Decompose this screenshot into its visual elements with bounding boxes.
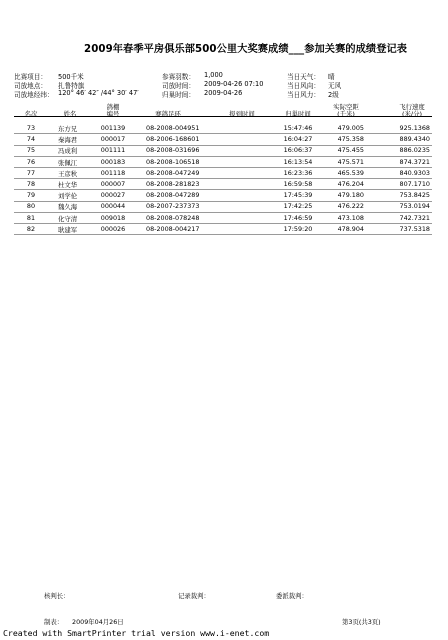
meta-value: 2009-04-26 07:10	[204, 80, 264, 88]
cell-arrival-time: 16:59:58	[283, 180, 313, 188]
checker-label: 核判长：	[44, 592, 70, 600]
header-arrival-time: 归巢时间	[285, 110, 311, 118]
meta-label: 比赛项目：	[14, 73, 47, 81]
meta-value: 1,000	[204, 71, 223, 79]
cell-ring: 08-2008-004951	[146, 124, 200, 132]
cell-ring: 08-2006-168601	[146, 135, 200, 144]
cell-loft-number: 000027	[100, 191, 126, 200]
cell-ring: 08-2007-237373	[146, 202, 200, 211]
page-title: 2009年春季平房俱乐部500公里大奖赛成绩___参加关赛的成绩登记表	[84, 44, 408, 55]
cell-speed: 742.7321	[399, 213, 430, 222]
cell-name: 张佩江	[58, 158, 78, 167]
cell-loft-number: 001139	[100, 124, 126, 132]
cell-loft-number: 000026	[100, 224, 126, 233]
cell-ring: 08-2008-281823	[146, 180, 200, 188]
cell-loft-number: 000044	[100, 202, 126, 211]
cell-name: 杜文华	[58, 181, 78, 189]
cell-speed: 925.1368	[399, 124, 430, 132]
header-loft-number: 鸽棚 编号	[106, 103, 120, 118]
meta-value: 2009-04-26	[204, 89, 243, 97]
meta-label: 当日天气：	[287, 73, 320, 81]
cell-name: 东方兄	[58, 125, 78, 133]
made-by-label: 制表：	[44, 618, 64, 626]
cell-loft-number: 000183	[100, 157, 126, 166]
cell-rank: 77	[26, 168, 36, 177]
cell-name: 化守清	[58, 214, 78, 223]
cell-arrival-time: 16:04:27	[283, 135, 313, 144]
meta-label: 司放时间：	[162, 82, 195, 90]
meta-label: 归巢时间：	[162, 91, 195, 99]
cell-ring: 08-2008-078248	[146, 213, 200, 222]
cell-rank: 79	[26, 191, 36, 200]
cell-speed: 874.3721	[399, 157, 430, 166]
cell-rank: 78	[26, 180, 36, 188]
header-distance: 实际空距 (千米)	[333, 103, 359, 118]
cell-arrival-time: 16:06:37	[283, 146, 313, 155]
made-date: 2009年04月26日	[72, 618, 124, 626]
cell-distance: 465.539	[337, 168, 364, 177]
cell-loft-number: 000017	[100, 135, 126, 144]
cell-arrival-time: 17:46:59	[283, 213, 313, 222]
cell-rank: 75	[26, 146, 36, 155]
meta-label: 司放地点：	[14, 82, 47, 90]
meta-label: 参赛羽数：	[162, 73, 195, 81]
cell-speed: 737.5318	[399, 224, 430, 233]
header-rank: 名次	[24, 110, 38, 118]
meta-value: 扎鲁特旗	[58, 82, 85, 90]
cell-distance: 476.222	[337, 202, 364, 211]
cell-speed: 753.8425	[399, 191, 430, 200]
cell-distance: 475.455	[337, 146, 364, 155]
cell-arrival-time: 16:13:54	[283, 157, 313, 166]
cell-ring: 08-2008-106518	[146, 157, 200, 166]
cell-arrival-time: 17:59:20	[283, 224, 313, 233]
cell-distance: 475.358	[337, 135, 364, 144]
cell-arrival-time: 17:42:25	[283, 202, 313, 211]
cell-speed: 889.4340	[399, 135, 430, 144]
recorder-label: 记录裁判：	[178, 592, 210, 600]
cell-ring: 08-2008-047249	[146, 168, 200, 177]
meta-value: 120° 46′ 42″ /44° 30′ 47′	[58, 89, 139, 97]
cell-name: 王彦秋	[58, 169, 78, 178]
header-name: 姓名	[63, 110, 77, 118]
cell-arrival-time: 16:23:36	[283, 168, 313, 177]
meta-value: 500千米	[58, 73, 84, 81]
cell-rank: 80	[26, 202, 36, 211]
cell-speed: 807.1710	[399, 180, 430, 188]
cell-speed: 840.9303	[399, 168, 430, 177]
cell-ring: 08-2008-004217	[146, 224, 200, 233]
page-number: 第3页(共3页)	[342, 618, 381, 626]
cell-distance: 479.005	[337, 124, 364, 132]
cell-rank: 76	[26, 157, 36, 166]
meta-label: 当日风力：	[287, 91, 320, 99]
meta-value: 无风	[328, 82, 342, 90]
meta-value: 2级	[328, 91, 339, 99]
watermark-text: Created with SmartPrinter trial version www.i-enet.com	[3, 628, 270, 638]
cell-distance: 476.204	[337, 180, 364, 188]
dispatcher-label: 委派裁判：	[276, 592, 308, 600]
meta-label: 当日风向：	[287, 82, 320, 90]
cell-rank: 74	[26, 135, 36, 144]
meta-value: 晴	[328, 73, 335, 81]
cell-distance: 475.571	[337, 157, 364, 166]
cell-speed: 753.0194	[399, 202, 430, 211]
cell-name: 刘学伦	[58, 192, 78, 201]
cell-arrival-time: 15:47:46	[283, 124, 313, 132]
cell-distance: 478.904	[337, 224, 364, 233]
cell-loft-number: 001111	[100, 146, 126, 155]
cell-loft-number: 000007	[100, 180, 126, 188]
row-divider	[14, 234, 432, 235]
cell-loft-number: 001118	[100, 168, 126, 177]
cell-arrival-time: 17:45:39	[283, 191, 313, 200]
cell-ring: 08-2008-031696	[146, 146, 200, 155]
header-report-time: 报到时间	[229, 110, 255, 118]
cell-name: 冯成利	[58, 147, 78, 156]
meta-label: 司放地经纬：	[14, 91, 54, 99]
cell-distance: 473.108	[337, 213, 364, 222]
cell-ring: 08-2008-047289	[146, 191, 200, 200]
cell-distance: 479.180	[337, 191, 364, 200]
cell-loft-number: 009018	[100, 213, 126, 222]
header-ring: 赛鸽足环	[155, 110, 181, 118]
cell-rank: 73	[26, 124, 36, 132]
header-divider	[14, 116, 432, 117]
cell-name: 秦海君	[58, 136, 78, 145]
cell-name: 魏久海	[58, 203, 78, 212]
cell-speed: 886.0235	[399, 146, 430, 155]
header-speed: 飞行速度 (米/分)	[399, 103, 425, 118]
cell-rank: 81	[26, 213, 36, 222]
cell-rank: 82	[26, 224, 36, 233]
cell-name: 耿建军	[58, 225, 78, 234]
